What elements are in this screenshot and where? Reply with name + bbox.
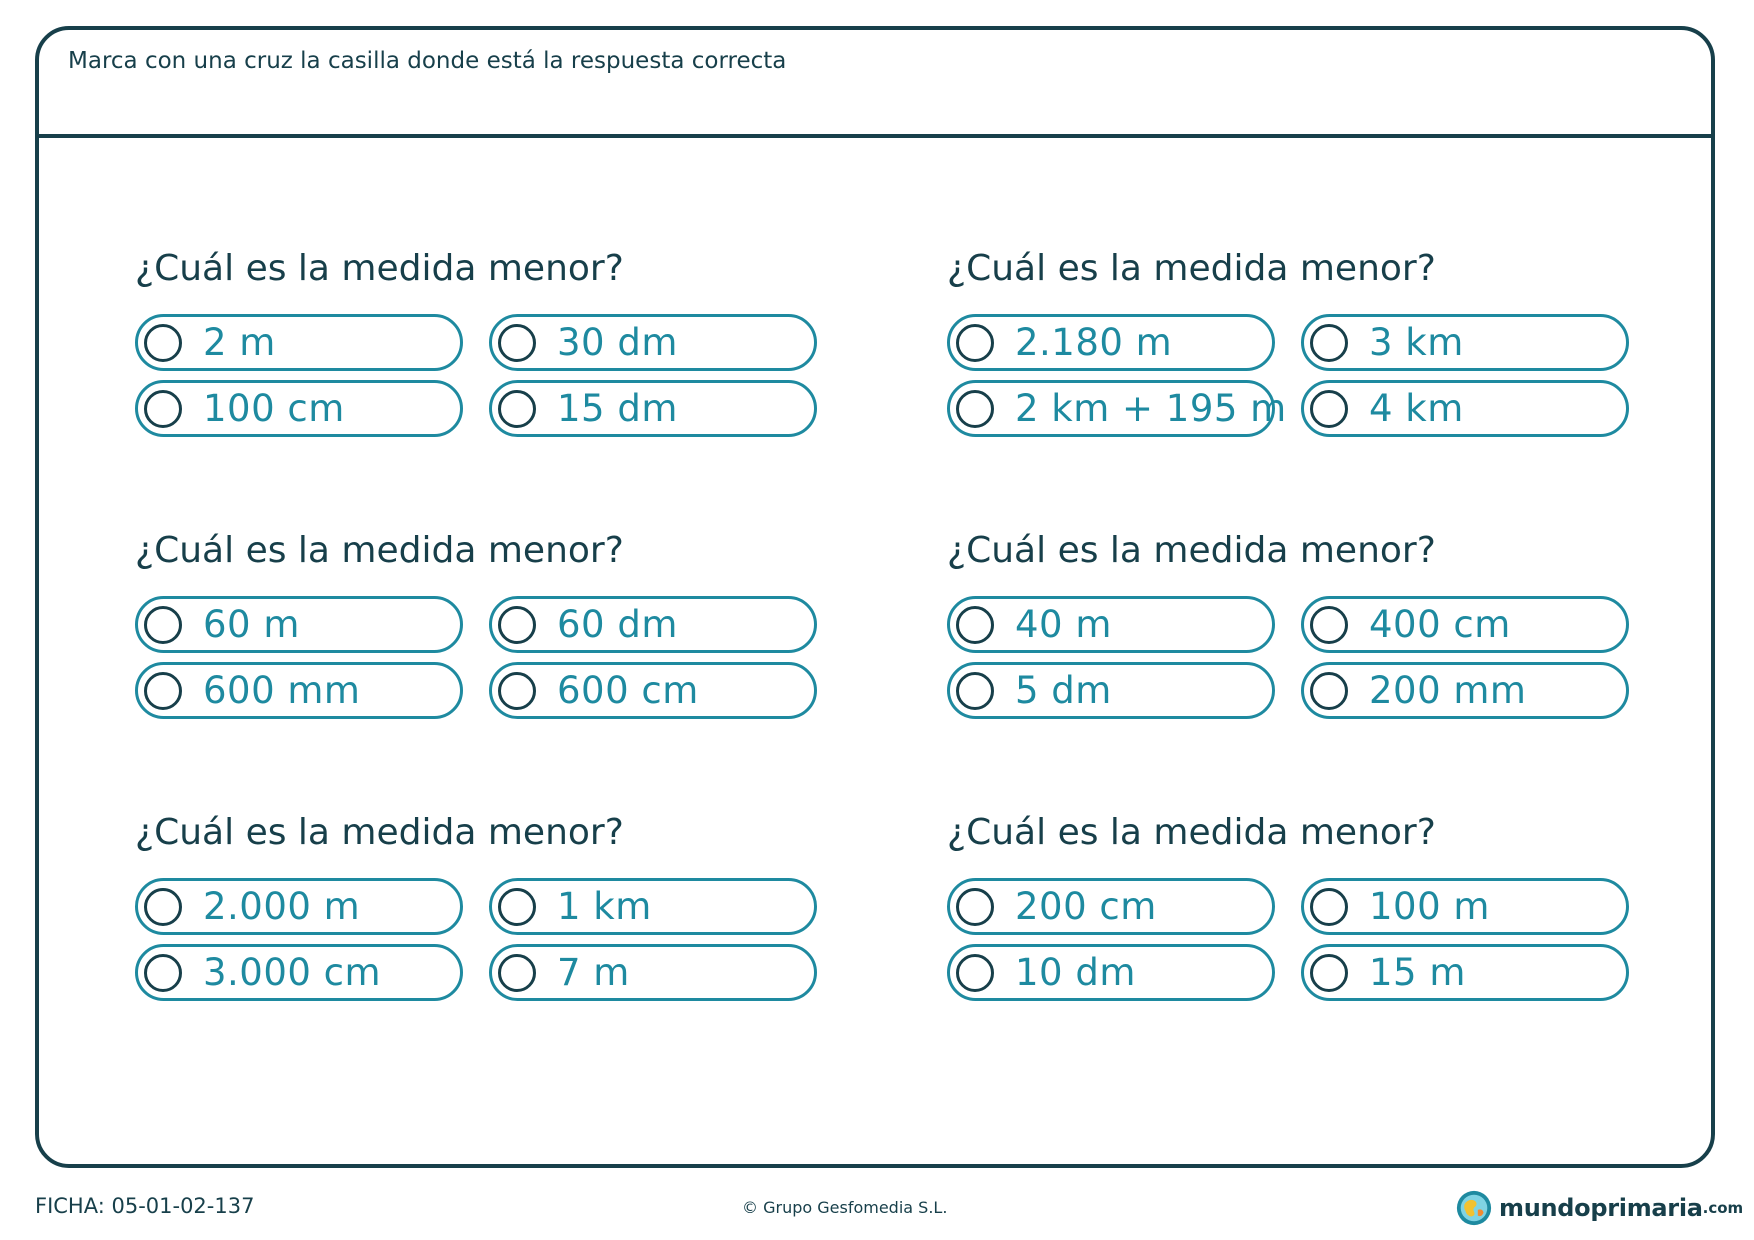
option-label: 200 cm [1015, 885, 1157, 928]
option-box[interactable] [489, 380, 817, 437]
option-label: 100 cm [203, 387, 345, 430]
question-title: ¿Cuál es la medida menor? [135, 248, 624, 289]
option-box[interactable] [1301, 878, 1629, 935]
option-label: 60 dm [557, 603, 678, 646]
option-box[interactable] [947, 380, 1287, 437]
option-box[interactable] [947, 314, 1275, 371]
mundoprimaria-logo[interactable] [1455, 1188, 1743, 1228]
option-box[interactable] [489, 944, 817, 1001]
checkbox-circle-icon[interactable] [144, 324, 182, 362]
option-box[interactable] [947, 662, 1275, 719]
checkbox-circle-icon[interactable] [956, 672, 994, 710]
option-label: 400 cm [1369, 603, 1511, 646]
checkbox-circle-icon[interactable] [144, 888, 182, 926]
globe-icon [1455, 1189, 1493, 1227]
question-title: ¿Cuál es la medida menor? [135, 530, 624, 571]
checkbox-circle-icon[interactable] [1310, 390, 1348, 428]
option-box[interactable] [947, 878, 1275, 935]
option-label: 40 m [1015, 603, 1112, 646]
checkbox-circle-icon[interactable] [498, 606, 536, 644]
option-label: 5 dm [1015, 669, 1112, 712]
logo-tld: .com [1702, 1199, 1744, 1217]
checkbox-circle-icon[interactable] [956, 954, 994, 992]
checkbox-circle-icon[interactable] [498, 954, 536, 992]
question-title: ¿Cuál es la medida menor? [947, 530, 1436, 571]
instruction-text: Marca con una cruz la casilla donde está la respuesta correcta [68, 48, 787, 74]
option-label: 15 dm [557, 387, 678, 430]
option-box[interactable] [135, 380, 463, 437]
checkbox-circle-icon[interactable] [498, 324, 536, 362]
option-label: 100 m [1369, 885, 1490, 928]
checkbox-circle-icon[interactable] [1310, 672, 1348, 710]
checkbox-circle-icon[interactable] [1310, 888, 1348, 926]
option-label: 10 dm [1015, 951, 1136, 994]
option-box[interactable] [489, 878, 817, 935]
option-box[interactable] [135, 596, 463, 653]
checkbox-circle-icon[interactable] [956, 324, 994, 362]
checkbox-circle-icon[interactable] [498, 390, 536, 428]
option-box[interactable] [135, 314, 463, 371]
option-box[interactable] [947, 596, 1275, 653]
option-label: 2 m [203, 321, 276, 364]
checkbox-circle-icon[interactable] [144, 606, 182, 644]
option-label: 600 mm [203, 669, 361, 712]
checkbox-circle-icon[interactable] [956, 606, 994, 644]
checkbox-circle-icon[interactable] [956, 390, 994, 428]
checkbox-circle-icon[interactable] [144, 954, 182, 992]
option-box[interactable] [1301, 596, 1629, 653]
option-label: 15 m [1369, 951, 1466, 994]
logo-name: mundoprimaria [1499, 1194, 1703, 1222]
option-label: 2 km + 195 m [1015, 387, 1287, 430]
header-divider [39, 134, 1711, 138]
option-box[interactable] [1301, 380, 1629, 437]
option-label: 2.180 m [1015, 321, 1173, 364]
checkbox-circle-icon[interactable] [144, 390, 182, 428]
question-title: ¿Cuál es la medida menor? [135, 812, 624, 853]
option-label: 3 km [1369, 321, 1464, 364]
checkbox-circle-icon[interactable] [1310, 606, 1348, 644]
option-label: 60 m [203, 603, 300, 646]
checkbox-circle-icon[interactable] [498, 888, 536, 926]
option-label: 7 m [557, 951, 630, 994]
checkbox-circle-icon[interactable] [1310, 324, 1348, 362]
option-label: 3.000 cm [203, 951, 382, 994]
option-label: 600 cm [557, 669, 699, 712]
question-title: ¿Cuál es la medida menor? [947, 248, 1436, 289]
option-box[interactable] [1301, 662, 1629, 719]
question-title: ¿Cuál es la medida menor? [947, 812, 1436, 853]
option-box[interactable] [1301, 314, 1629, 371]
option-label: 4 km [1369, 387, 1464, 430]
option-box[interactable] [489, 314, 817, 371]
checkbox-circle-icon[interactable] [144, 672, 182, 710]
option-box[interactable] [947, 944, 1275, 1001]
option-box[interactable] [135, 878, 463, 935]
option-label: 30 dm [557, 321, 678, 364]
checkbox-circle-icon[interactable] [956, 888, 994, 926]
option-label: 2.000 m [203, 885, 361, 928]
option-label: 1 km [557, 885, 652, 928]
option-box[interactable] [489, 596, 817, 653]
option-label: 200 mm [1369, 669, 1527, 712]
checkbox-circle-icon[interactable] [1310, 954, 1348, 992]
copyright-text: © Grupo Gesfomedia S.L. [742, 1198, 948, 1217]
option-box[interactable] [135, 944, 463, 1001]
option-box[interactable] [489, 662, 817, 719]
ficha-code: FICHA: 05-01-02-137 [35, 1194, 255, 1218]
checkbox-circle-icon[interactable] [498, 672, 536, 710]
option-box[interactable] [135, 662, 463, 719]
option-box[interactable] [1301, 944, 1629, 1001]
